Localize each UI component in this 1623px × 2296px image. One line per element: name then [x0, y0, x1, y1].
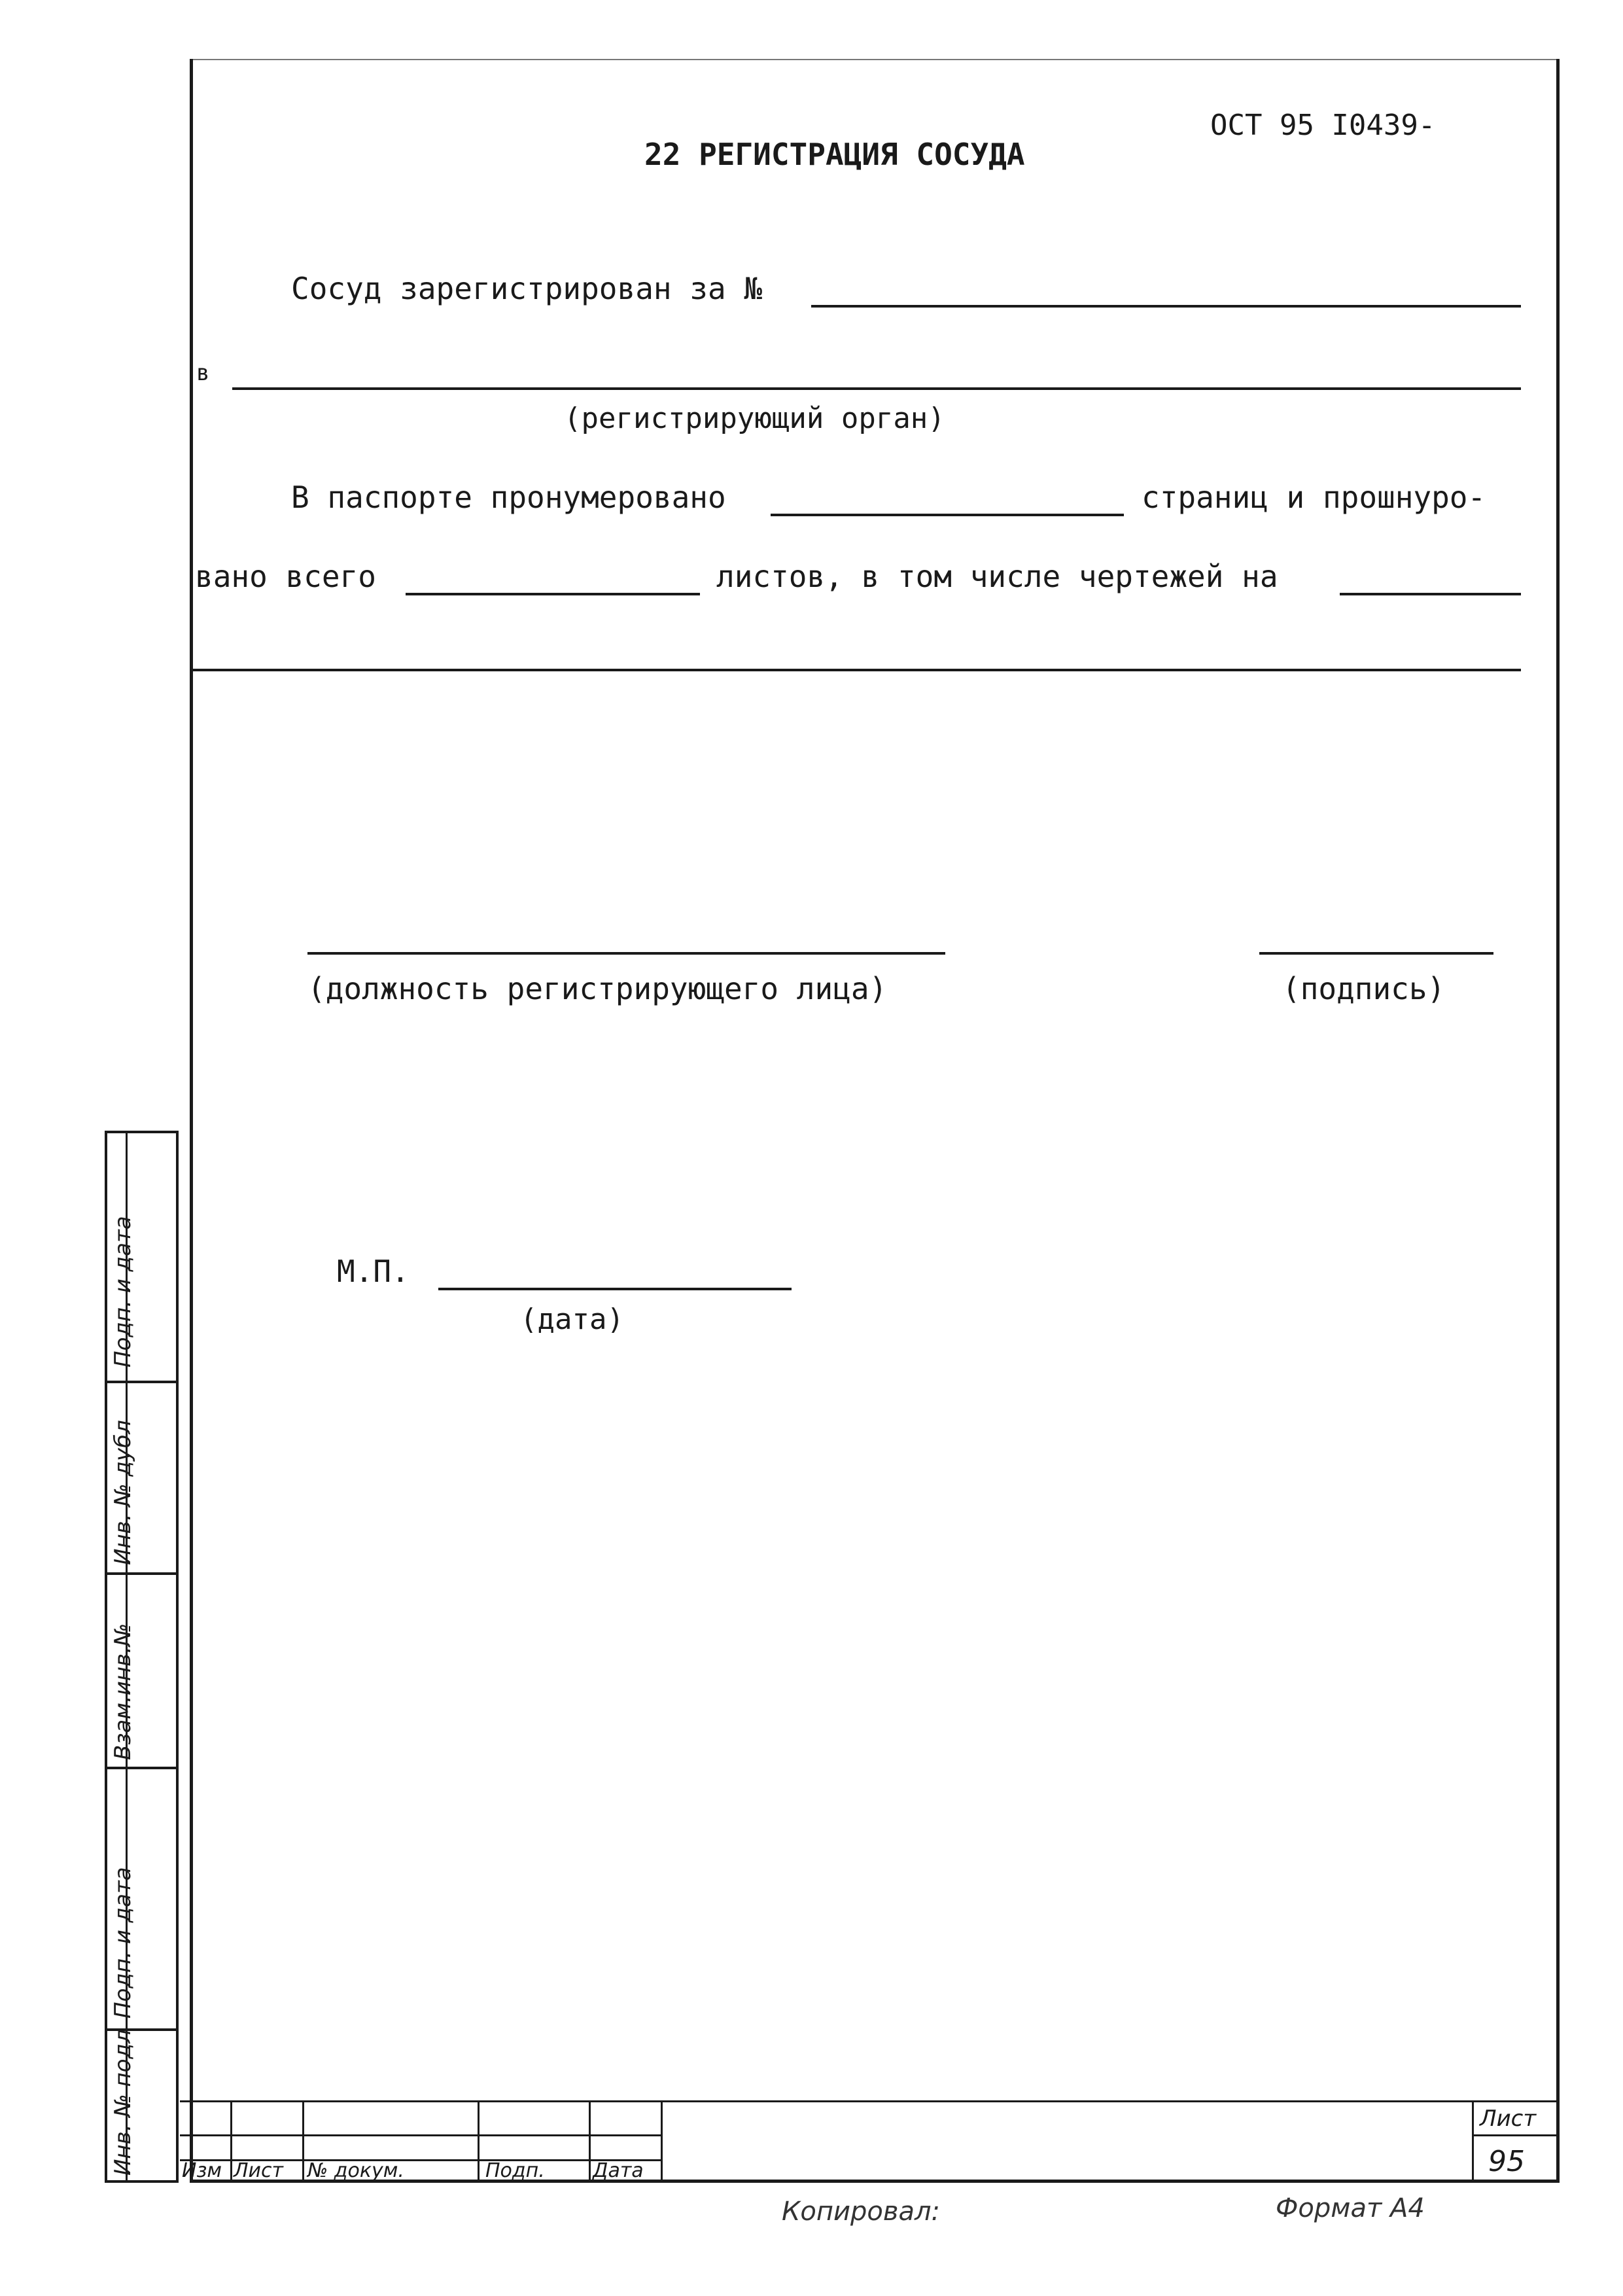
date-caption: (дата) — [520, 1303, 624, 1336]
signature-caption: (подпись) — [1282, 971, 1446, 1006]
sheet-label: Лист — [1480, 2106, 1537, 2132]
col-label-change: Изм — [182, 2159, 222, 2182]
section-title: 22 РЕГИСТРАЦИЯ СОСУДА — [644, 137, 1025, 172]
side-stamp-rule — [105, 1572, 179, 1575]
signature-field[interactable] — [1259, 952, 1493, 955]
side-label-sign-date-2: Подп. и дата — [110, 1867, 136, 2019]
drawings-label: листов, в том числе чертежей на — [716, 559, 1278, 594]
col-label-date: Дата — [593, 2159, 644, 2182]
position-field[interactable] — [307, 952, 945, 955]
sheets-total-field[interactable] — [406, 593, 700, 595]
drawings-field[interactable] — [1340, 593, 1521, 595]
side-label-replace-inv: Взам.инв.№ — [110, 1623, 136, 1760]
side-stamp-rule — [105, 2180, 179, 2183]
pages-numbered-label: В паспорте пронумеровано — [291, 480, 726, 515]
date-field[interactable] — [438, 1288, 792, 1290]
copied-by-label: Копировал: — [782, 2197, 941, 2227]
authority-field[interactable] — [232, 387, 1521, 390]
sheet-box — [1472, 2100, 1474, 2183]
sheet-box-divider — [1472, 2134, 1559, 2136]
seal-label: М.П. — [337, 1254, 410, 1289]
sheet-number: 95 — [1488, 2145, 1525, 2178]
side-label-sign-date: Подп. и дата — [110, 1216, 136, 1368]
side-label-orig-inv: Инв. № подл — [110, 2029, 136, 2176]
col-label-sheet: Лист — [234, 2159, 284, 2182]
page-frame — [190, 59, 1560, 2183]
side-stamp-rule — [105, 1131, 179, 1133]
registered-number-label: Сосуд зарегистрирован за № — [291, 271, 763, 306]
col-label-doc: № докум. — [307, 2159, 404, 2182]
col-label-sign: Подп. — [485, 2159, 545, 2182]
position-caption: (должность регистрирующего лица) — [307, 971, 888, 1006]
paper-format-label: Формат А4 — [1276, 2193, 1425, 2223]
side-stamp-rule — [105, 1381, 179, 1383]
pages-numbered-field[interactable] — [771, 514, 1124, 516]
doc-code: ОСТ 95 I0439- — [1210, 109, 1436, 142]
side-label-dup-inv: Инв. № дубл — [110, 1420, 136, 1565]
authority-prefix: в — [196, 360, 210, 386]
registered-number-field[interactable] — [811, 305, 1521, 308]
pages-laced-label: страниц и прошнуро- — [1142, 480, 1486, 515]
sheets-total-label: вано всего — [195, 559, 376, 594]
continuation-field[interactable] — [193, 669, 1521, 671]
authority-caption: (регистрирующий орган) — [564, 402, 945, 435]
side-stamp-rule — [105, 1767, 179, 1769]
